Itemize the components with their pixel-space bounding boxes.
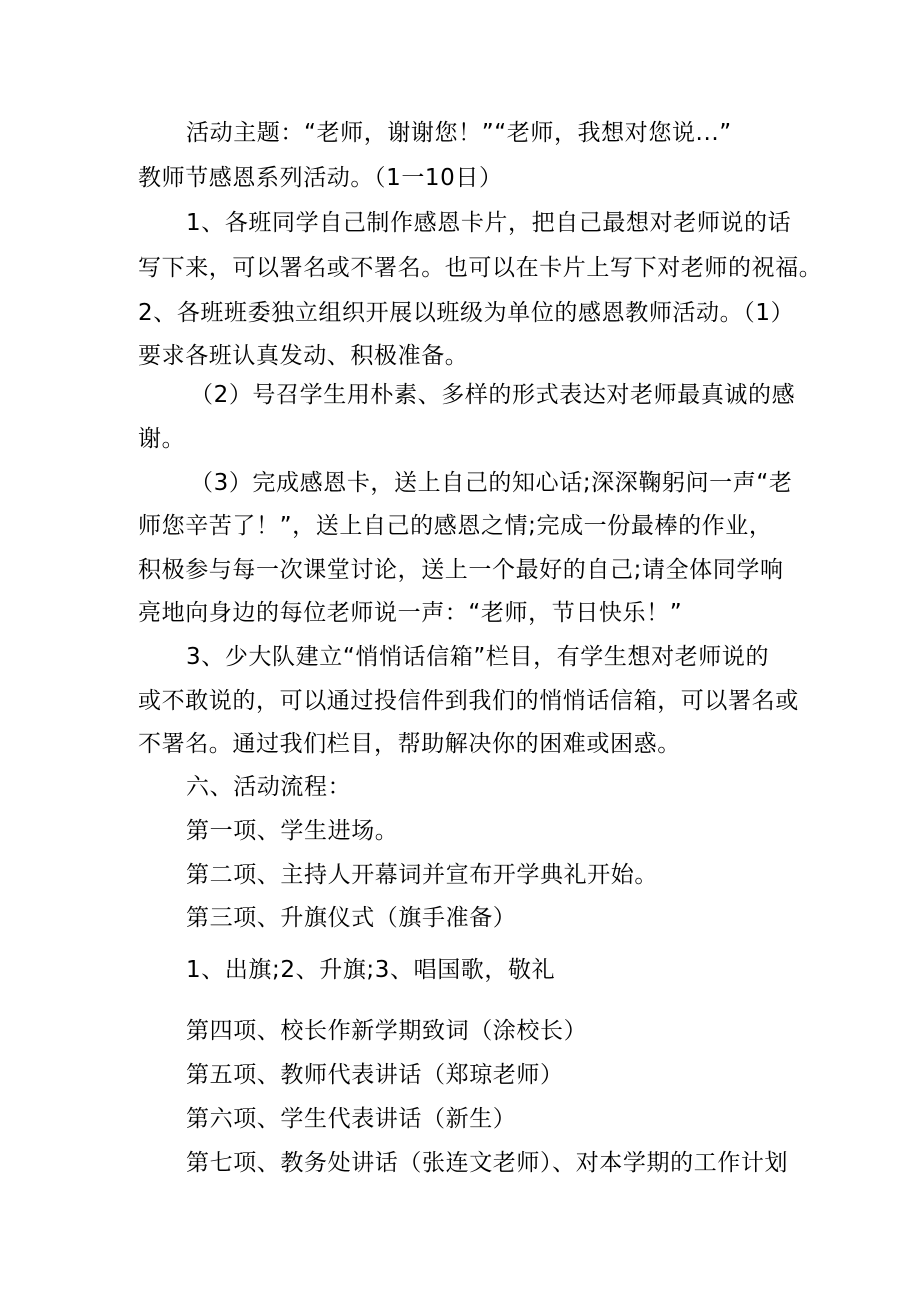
step-6: 第六项、学生代表讲话（新生） [186,1106,517,1132]
sub-item-3-line-1: （3）完成感恩卡，送上自己的知心话;深深鞠躬问一声“老 [190,470,793,496]
section-heading: 六、活动流程： [186,774,352,800]
item-3-line-2: 或不敢说的，可以通过投信件到我们的悄悄话信箱，可以署名或 [138,688,799,714]
item-3-line-1: 3、少大队建立“悄悄话信箱”栏目，有学生想对老师说的 [186,644,770,670]
theme-line-2: 教师节感恩系列活动。（1一10日） [138,165,503,191]
step-5: 第五项、教师代表讲话（郑琼老师） [186,1062,564,1088]
step-3: 第三项、升旗仪式（旗手准备） [186,905,517,931]
sub-item-2-line-1: （2）号召学生用朴素、多样的形式表达对老师最真诚的感 [190,382,796,408]
sub-item-3-line-2: 师您辛苦了！”，送上自己的感恩之情;完成一份最棒的作业， [138,513,773,539]
item-2-line-1: 2、各班班委独立组织开展以班级为单位的感恩教师活动。（1） [138,300,795,326]
item-1-line-2: 写下来，可以署名或不署名。也可以在卡片上写下对老师的祝福。 [138,255,823,281]
step-4: 第四项、校长作新学期致词（涂校长） [186,1018,588,1044]
item-2-line-2: 要求各班认真发动、积极准备。 [138,343,469,369]
sub-item-3-line-3: 积极参与每一次课堂讨论，送上一个最好的自己;请全体同学响 [138,557,784,583]
sub-item-2-line-2: 谢。 [138,426,186,452]
step-1: 第一项、学生进场。 [186,818,399,844]
sub-item-3-line-4: 亮地向身边的每位老师说一声：“老师，节日快乐！” [138,600,683,626]
step-7: 第七项、教务处讲话（张连文老师）、对本学期的工作计划 [186,1150,789,1176]
item-1-line-1: 1、各班同学自己制作感恩卡片，把自己最想对老师说的话 [186,210,792,236]
step-2: 第二项、主持人开幕词并宣布开学典礼开始。 [186,862,658,888]
item-3-line-3: 不署名。通过我们栏目，帮助解决你的困难或困惑。 [138,731,681,757]
theme-line-1: 活动主题：“老师，谢谢您！”“老师，我想对您说...” [186,120,732,146]
step-3-detail: 1、出旗;2、升旗;3、唱国歌，敬礼 [186,957,556,983]
